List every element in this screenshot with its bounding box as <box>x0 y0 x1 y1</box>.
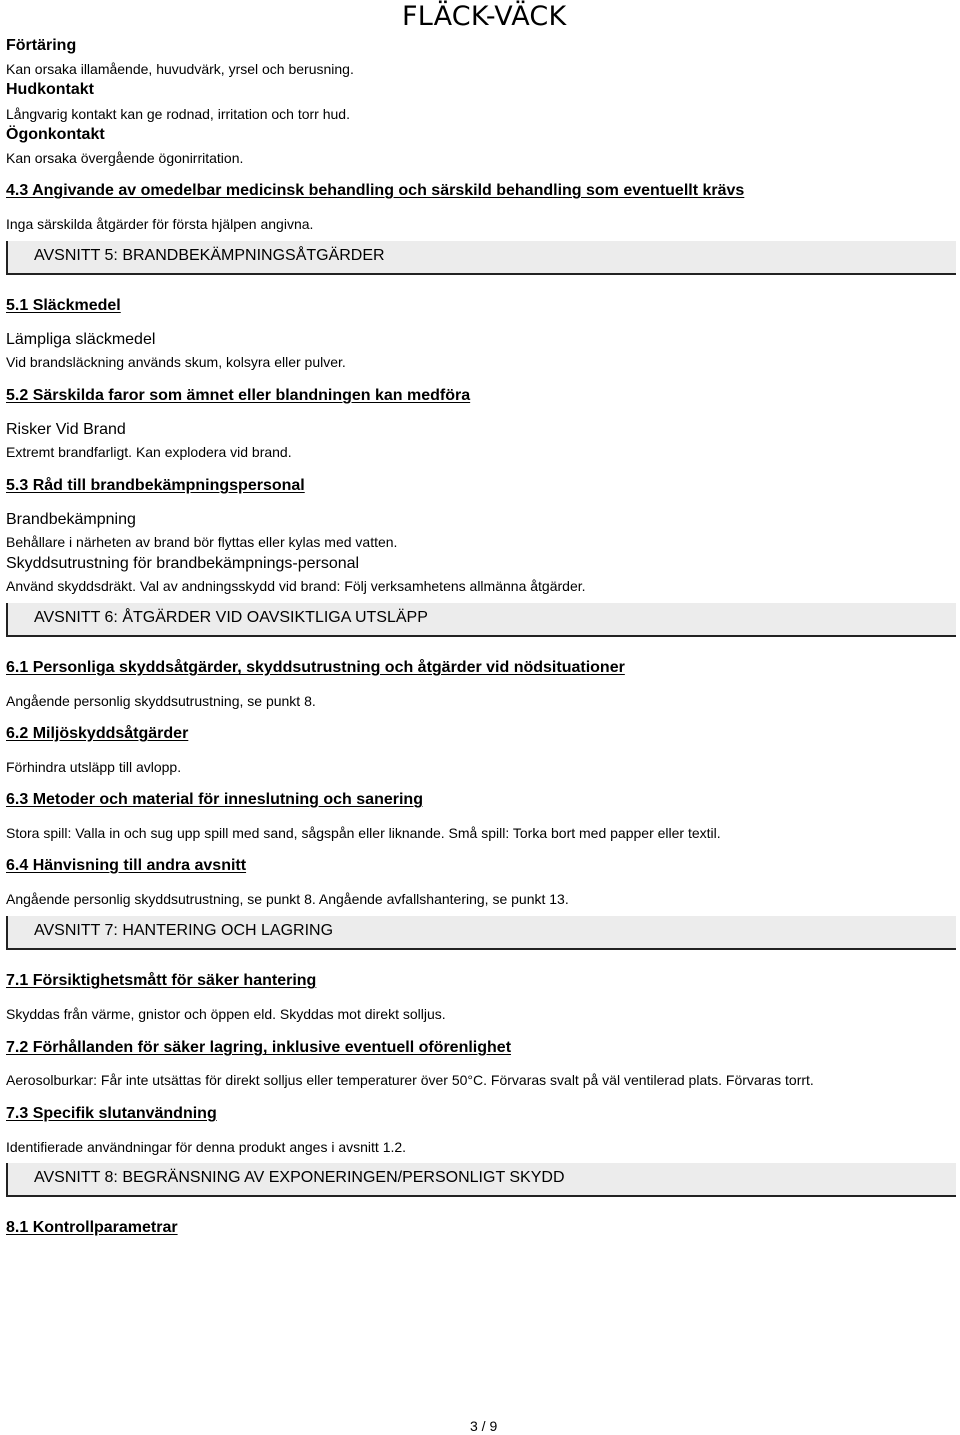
subheading-5-3-protective: Skyddsutrustning för brandbekämpnings-personal <box>6 555 360 572</box>
text-5-2: Extremt brandfarligt. Kan explodera vid brand. <box>6 444 292 460</box>
heading-5-2: 5.2 Särskilda faror som ämnet eller blandningen kan medföra <box>6 387 471 404</box>
text-7-1: Skyddas från värme, gnistor och öppen eld. Skyddas mot direkt solljus. <box>6 1006 446 1022</box>
text-5-3-firefighting: Behållare i närheten av brand bör flyttas eller kylas med vatten. <box>6 534 398 550</box>
text-skin-contact: Långvarig kontakt kan ge rodnad, irritation och torr hud. <box>6 106 350 122</box>
document-title: FLÄCK-VÄCK <box>402 1 567 32</box>
heading-5-1: 5.1 Släckmedel <box>6 297 121 314</box>
text-eye-contact: Kan orsaka övergående ögonirritation. <box>6 150 244 166</box>
text-5-1: Vid brandsläckning används skum, kolsyra eller pulver. <box>6 354 346 370</box>
text-6-3: Stora spill: Valla in och sug upp spill med sand, sågspån eller liknande. Små spill: Torka bort med papper eller textil. <box>6 825 721 841</box>
heading-eye-contact: Ögonkontakt <box>6 126 105 143</box>
section-8-title: AVSNITT 8: BEGRÄNSNING AV EXPONERINGEN/PERSONLIGT SKYDD <box>34 1169 565 1186</box>
heading-6-2: 6.2 Miljöskyddsåtgärder <box>6 725 189 742</box>
text-7-3: Identifierade användningar för denna produkt anges i avsnitt 1.2. <box>6 1139 407 1155</box>
heading-ingestion: Förtäring <box>6 37 77 54</box>
section-5-title: AVSNITT 5: BRANDBEKÄMPNINGSÅTGÄRDER <box>34 247 385 264</box>
section-8-bar <box>6 1163 956 1197</box>
subheading-5-1: Lämpliga släckmedel <box>6 331 156 348</box>
subheading-5-2: Risker Vid Brand <box>6 421 126 438</box>
section-7-bar <box>6 916 956 950</box>
heading-7-3: 7.3 Specifik slutanvändning <box>6 1105 217 1122</box>
text-ingestion: Kan orsaka illamående, huvudvärk, yrsel och berusning. <box>6 61 354 77</box>
text-6-4: Angående personlig skyddsutrustning, se punkt 8. Angående avfallshantering, se punkt 13. <box>6 891 569 907</box>
heading-8-1: 8.1 Kontrollparametrar <box>6 1219 178 1236</box>
text-5-3-protective: Använd skyddsdräkt. Val av andningsskydd vid brand: Följ verksamhetens allmänna åtgärder. <box>6 578 586 594</box>
heading-7-1: 7.1 Försiktighetsmått för säker hantering <box>6 972 317 989</box>
heading-5-3: 5.3 Råd till brandbekämpningspersonal <box>6 477 305 494</box>
section-7-title: AVSNITT 7: HANTERING OCH LAGRING <box>34 922 334 939</box>
section-5-bar <box>6 241 956 275</box>
heading-6-1: 6.1 Personliga skyddsåtgärder, skyddsutrustning och åtgärder vid nödsituationer <box>6 659 625 676</box>
page-number: 3 / 9 <box>470 1418 498 1434</box>
subheading-5-3-firefighting: Brandbekämpning <box>6 511 136 528</box>
text-6-1: Angående personlig skyddsutrustning, se punkt 8. <box>6 693 316 709</box>
section-6-bar <box>6 603 956 637</box>
heading-4-3: 4.3 Angivande av omedelbar medicinsk behandling och särskild behandling som eventuellt krävs <box>6 182 745 199</box>
text-7-2: Aerosolburkar: Får inte utsättas för direkt solljus eller temperaturer över 50°C. Förvaras svalt på väl ventilerad plats. Förvaras torrt. <box>6 1072 814 1088</box>
heading-skin-contact: Hudkontakt <box>6 81 94 98</box>
text-6-2: Förhindra utsläpp till avlopp. <box>6 759 182 775</box>
text-4-3: Inga särskilda åtgärder för första hjälpen angivna. <box>6 216 314 232</box>
heading-6-4: 6.4 Hänvisning till andra avsnitt <box>6 857 247 874</box>
heading-7-2: 7.2 Förhållanden för säker lagring, inklusive eventuell oförenlighet <box>6 1039 512 1056</box>
section-6-title: AVSNITT 6: ÅTGÄRDER VID OAVSIKTLIGA UTSLÄPP <box>34 609 428 626</box>
heading-6-3: 6.3 Metoder och material för inneslutning och sanering <box>6 791 423 808</box>
